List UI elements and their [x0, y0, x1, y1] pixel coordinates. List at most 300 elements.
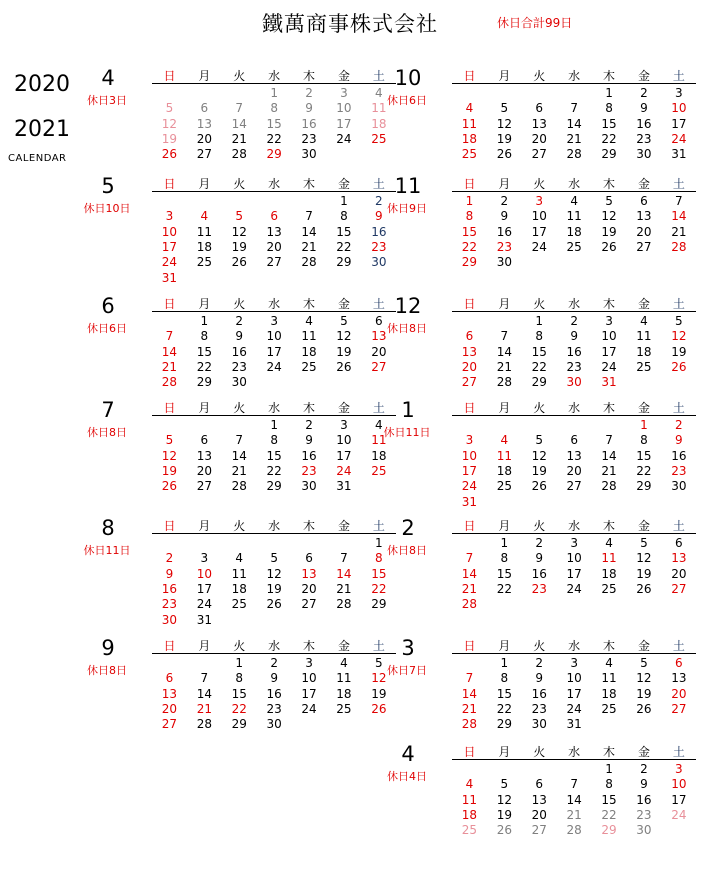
day-cell: 29: [196, 375, 212, 390]
day-cell: 1: [605, 762, 613, 776]
weekday-label: 金: [337, 297, 350, 311]
month-holiday-count: 休日8日: [87, 664, 127, 677]
day-cell: 19: [636, 686, 652, 701]
day-cell: 2: [270, 656, 278, 670]
day-cell: 18: [636, 344, 652, 359]
day-cell: 5: [605, 194, 613, 208]
month-holiday-count: 休日9日: [387, 202, 427, 215]
day-cell: 18: [196, 239, 212, 254]
day-cell: 17: [196, 581, 212, 596]
month-holiday-count: 休日4日: [387, 770, 427, 783]
day-cell: 25: [336, 701, 352, 716]
day-cell: 5: [640, 536, 648, 550]
weekday-header: [152, 66, 396, 84]
day-cell: 9: [305, 101, 313, 116]
day-cell: 23: [266, 701, 282, 716]
weekday-label: 月: [498, 401, 511, 415]
day-cell: 8: [605, 777, 613, 792]
weekday-label: 木: [603, 297, 616, 311]
day-cell: 2: [305, 86, 313, 100]
weekday-label: 金: [637, 745, 650, 759]
month-number: 8: [101, 516, 115, 540]
weekday-label: 水: [568, 519, 581, 533]
day-cell: 15: [636, 448, 652, 463]
weekday-label: 水: [268, 69, 281, 83]
day-cell: 20: [196, 463, 212, 478]
weekday-label: 月: [498, 297, 511, 311]
day-cell: 23: [371, 239, 387, 254]
day-cell: 24: [196, 597, 212, 612]
day-cell: 26: [671, 359, 687, 374]
day-cell: 8: [270, 101, 278, 116]
calendar-label: CALENDAR: [8, 153, 67, 164]
day-cell: 31: [461, 494, 478, 509]
day-cell: 13: [161, 686, 178, 701]
weekday-label: 火: [233, 401, 246, 415]
weekday-label: 月: [498, 177, 511, 191]
weekday-label: 火: [533, 297, 546, 311]
day-cell: 25: [601, 701, 617, 716]
day-cell: 27: [566, 479, 582, 494]
day-cell: 29: [636, 479, 652, 494]
company-name: 鐵萬商事株式会社: [262, 12, 438, 36]
day-cell: 6: [570, 433, 578, 448]
weekday-label: 火: [233, 519, 246, 533]
day-cell: 1: [500, 656, 509, 670]
day-cell: 23: [636, 807, 652, 822]
day-cell: 29: [336, 255, 352, 270]
day-cell: 11: [231, 566, 247, 581]
day-cell: 24: [671, 807, 687, 822]
weekday-header: [452, 636, 696, 654]
day-cell: 26: [231, 255, 247, 270]
day-cell: 25: [461, 823, 478, 838]
month-number: 7: [101, 398, 115, 422]
day-cell: 22: [531, 359, 547, 374]
weekday-label: 月: [198, 177, 211, 191]
day-cell: 31: [161, 270, 178, 285]
day-cell: 14: [461, 566, 478, 581]
day-cell: 25: [496, 479, 512, 494]
day-cell: 7: [570, 101, 578, 116]
weekday-header: [452, 294, 696, 312]
day-cell: 5: [640, 656, 648, 670]
weekday-label: 日: [163, 69, 176, 83]
day-cell: 11: [496, 448, 512, 463]
day-cell: 6: [200, 101, 209, 116]
day-cell: 23: [671, 463, 687, 478]
day-cell: 16: [301, 116, 317, 131]
day-cell: 21: [161, 359, 178, 374]
day-cell: 21: [461, 581, 478, 596]
day-cell: 7: [605, 433, 613, 448]
year-start: 2020: [14, 72, 70, 97]
weekday-label: 土: [672, 401, 685, 415]
day-cell: 14: [671, 209, 687, 224]
day-cell: 11: [601, 551, 617, 566]
day-cell: 2: [375, 194, 383, 208]
day-cell: 10: [671, 777, 687, 792]
day-cell: 3: [605, 314, 613, 328]
day-cell: 30: [531, 717, 547, 732]
weekday-label: 火: [533, 177, 546, 191]
weekday-label: 木: [603, 69, 616, 83]
day-cell: 17: [336, 116, 352, 131]
day-cell: 1: [270, 86, 278, 100]
day-cell: 16: [531, 566, 547, 581]
weekday-label: 火: [533, 519, 546, 533]
weekday-label: 金: [337, 639, 350, 653]
day-cell: 28: [461, 717, 478, 732]
day-cell: 3: [570, 656, 578, 670]
day-cell: 14: [566, 792, 582, 807]
day-cell: 18: [371, 448, 387, 463]
day-cell: 23: [636, 131, 652, 146]
day-cell: 17: [601, 344, 617, 359]
day-cell: 2: [675, 418, 683, 432]
day-cell: 17: [266, 344, 282, 359]
day-cell: 16: [636, 116, 652, 131]
day-cell: 29: [231, 717, 247, 732]
day-cell: 1: [235, 656, 244, 670]
month-holiday-count: 休日7日: [387, 664, 427, 677]
weekday-label: 木: [603, 639, 616, 653]
day-cell: 10: [566, 671, 582, 686]
day-cell: 4: [340, 656, 348, 670]
day-cell: 25: [636, 359, 652, 374]
day-cell: 16: [671, 448, 687, 463]
weekday-label: 木: [603, 401, 616, 415]
day-cell: 12: [601, 209, 617, 224]
day-cell: 14: [161, 344, 178, 359]
day-cell: 18: [371, 116, 387, 131]
day-cell: 30: [161, 612, 178, 627]
weekday-label: 日: [463, 519, 476, 533]
day-cell: 12: [336, 329, 352, 344]
day-cell: 12: [671, 329, 687, 344]
day-cell: 2: [640, 86, 648, 100]
day-cell: 5: [235, 209, 244, 224]
weekday-label: 火: [533, 401, 546, 415]
year-end: 2021: [14, 117, 70, 142]
day-cell: 10: [301, 671, 317, 686]
weekday-label: 木: [303, 297, 316, 311]
weekday-label: 土: [372, 401, 385, 415]
day-cell: 20: [636, 224, 652, 239]
month-number: 12: [394, 294, 422, 318]
day-cell: 3: [465, 433, 474, 448]
day-cell: 27: [671, 701, 687, 716]
day-cell: 7: [570, 777, 578, 792]
day-cell: 16: [161, 581, 178, 596]
day-cell: 15: [496, 686, 512, 701]
day-cell: 12: [161, 116, 178, 131]
day-cell: 30: [566, 375, 582, 390]
weekday-label: 金: [337, 177, 350, 191]
day-cell: 10: [161, 224, 178, 239]
day-cell: 17: [671, 792, 687, 807]
day-cell: 28: [496, 375, 512, 390]
day-cell: 16: [496, 224, 512, 239]
day-cell: 25: [371, 463, 387, 478]
weekday-label: 日: [463, 69, 476, 83]
weekday-label: 土: [372, 639, 385, 653]
day-cell: 1: [200, 314, 209, 328]
day-cell: 9: [570, 329, 578, 344]
day-cell: 18: [461, 807, 478, 822]
day-cell: 16: [371, 224, 387, 239]
day-cell: 8: [465, 209, 474, 224]
day-cell: 28: [336, 597, 352, 612]
day-cell: 11: [371, 433, 387, 448]
day-cell: 11: [301, 329, 317, 344]
day-cell: 27: [671, 581, 687, 596]
weekday-label: 金: [637, 639, 650, 653]
day-cell: 11: [601, 671, 617, 686]
weekday-label: 火: [533, 69, 546, 83]
weekday-label: 土: [672, 639, 685, 653]
day-cell: 24: [336, 463, 352, 478]
day-cell: 27: [266, 255, 282, 270]
day-cell: 7: [465, 671, 474, 686]
weekday-label: 木: [303, 519, 316, 533]
day-cell: 24: [566, 581, 582, 596]
day-cell: 9: [500, 209, 509, 224]
day-cell: 30: [636, 147, 652, 162]
day-cell: 6: [535, 777, 544, 792]
day-cell: 23: [301, 463, 317, 478]
day-cell: 19: [636, 566, 652, 581]
weekday-label: 土: [672, 177, 685, 191]
day-cell: 11: [336, 671, 352, 686]
day-cell: 7: [165, 329, 174, 344]
day-cell: 20: [161, 701, 178, 716]
day-cell: 24: [601, 359, 617, 374]
month-number: 5: [101, 174, 115, 198]
weekday-label: 土: [372, 69, 385, 83]
weekday-label: 月: [498, 519, 511, 533]
weekday-header: [452, 742, 696, 760]
weekday-label: 火: [233, 69, 246, 83]
day-cell: 23: [531, 581, 547, 596]
month-number: 1: [401, 398, 415, 422]
weekday-label: 火: [533, 639, 546, 653]
day-cell: 7: [465, 551, 474, 566]
weekday-label: 土: [372, 519, 385, 533]
weekday-label: 水: [568, 69, 581, 83]
day-cell: 7: [235, 433, 244, 448]
day-cell: 24: [531, 239, 547, 254]
day-cell: 15: [196, 344, 212, 359]
day-cell: 4: [640, 314, 648, 328]
weekday-header: [152, 636, 396, 654]
day-cell: 14: [231, 448, 247, 463]
day-cell: 31: [601, 375, 617, 390]
day-cell: 29: [266, 147, 282, 162]
day-cell: 22: [601, 131, 617, 146]
day-cell: 22: [601, 807, 617, 822]
day-cell: 25: [461, 147, 478, 162]
day-cell: 9: [675, 433, 683, 448]
day-cell: 24: [161, 255, 178, 270]
day-cell: 13: [266, 224, 282, 239]
day-cell: 4: [375, 86, 383, 100]
day-cell: 7: [200, 671, 209, 686]
day-cell: 19: [161, 131, 178, 146]
day-cell: 17: [461, 463, 478, 478]
day-cell: 31: [671, 147, 687, 162]
weekday-label: 日: [463, 401, 476, 415]
day-cell: 4: [605, 536, 613, 550]
day-cell: 23: [161, 597, 178, 612]
weekday-label: 日: [163, 297, 176, 311]
day-cell: 3: [340, 86, 348, 100]
day-cell: 1: [465, 194, 474, 208]
day-cell: 13: [371, 329, 387, 344]
day-cell: 28: [161, 375, 178, 390]
weekday-label: 日: [463, 177, 476, 191]
day-cell: 25: [566, 239, 582, 254]
day-cell: 19: [671, 344, 687, 359]
day-cell: 22: [371, 581, 387, 596]
day-cell: 18: [496, 463, 512, 478]
day-cell: 8: [270, 433, 278, 448]
day-cell: 7: [500, 329, 509, 344]
day-cell: 6: [535, 101, 544, 116]
day-cell: 29: [496, 717, 512, 732]
day-cell: 9: [640, 101, 648, 116]
day-cell: 21: [496, 359, 512, 374]
weekday-label: 木: [303, 639, 316, 653]
day-cell: 5: [165, 101, 174, 116]
day-cell: 17: [566, 566, 582, 581]
weekday-header: [152, 294, 396, 312]
day-cell: 9: [165, 566, 174, 581]
day-cell: 29: [266, 479, 282, 494]
day-cell: 22: [496, 701, 512, 716]
day-cell: 19: [266, 581, 282, 596]
month-number: 10: [394, 66, 422, 90]
day-cell: 28: [671, 239, 687, 254]
day-cell: 26: [531, 479, 547, 494]
day-cell: 22: [266, 463, 282, 478]
day-cell: 6: [465, 329, 474, 344]
day-cell: 8: [375, 551, 383, 566]
day-cell: 22: [461, 239, 478, 254]
day-cell: 26: [601, 239, 617, 254]
day-cell: 24: [461, 479, 478, 494]
day-cell: 14: [566, 116, 582, 131]
day-cell: 30: [231, 375, 247, 390]
day-cell: 28: [196, 717, 212, 732]
day-cell: 1: [340, 194, 348, 208]
weekday-label: 木: [603, 745, 616, 759]
weekday-label: 水: [568, 401, 581, 415]
day-cell: 21: [601, 463, 617, 478]
day-cell: 15: [461, 224, 478, 239]
day-cell: 10: [531, 209, 547, 224]
day-cell: 10: [461, 448, 478, 463]
weekday-header: [452, 398, 696, 416]
day-cell: 5: [375, 656, 383, 670]
month-number: 9: [101, 636, 115, 660]
day-cell: 17: [301, 686, 317, 701]
day-cell: 18: [461, 131, 478, 146]
day-cell: 30: [301, 479, 317, 494]
day-cell: 5: [340, 314, 348, 328]
day-cell: 13: [671, 671, 687, 686]
day-cell: 13: [671, 551, 687, 566]
weekday-label: 木: [303, 69, 316, 83]
day-cell: 29: [601, 147, 617, 162]
day-cell: 26: [496, 823, 512, 838]
day-cell: 13: [636, 209, 652, 224]
day-cell: 23: [231, 359, 247, 374]
day-cell: 26: [336, 359, 352, 374]
weekday-label: 月: [498, 639, 511, 653]
day-cell: 16: [266, 686, 282, 701]
day-cell: 13: [531, 116, 547, 131]
day-cell: 18: [566, 224, 582, 239]
weekday-label: 火: [233, 177, 246, 191]
weekday-header: [152, 174, 396, 192]
day-cell: 12: [231, 224, 247, 239]
day-cell: 15: [266, 116, 282, 131]
day-cell: 10: [196, 566, 212, 581]
day-cell: 9: [375, 209, 383, 224]
day-cell: 1: [375, 536, 383, 550]
weekday-label: 月: [498, 745, 511, 759]
day-cell: 14: [196, 686, 212, 701]
weekday-label: 金: [637, 177, 650, 191]
weekday-header: [152, 398, 396, 416]
day-cell: 8: [235, 671, 244, 686]
day-cell: 15: [601, 792, 617, 807]
day-cell: 7: [675, 194, 683, 208]
day-cell: 16: [231, 344, 247, 359]
month-holiday-count: 休日10日: [83, 202, 131, 215]
day-cell: 8: [200, 329, 209, 344]
day-cell: 13: [461, 344, 478, 359]
day-cell: 17: [531, 224, 547, 239]
month-holiday-count: 休日3日: [87, 94, 127, 107]
weekday-label: 木: [303, 177, 316, 191]
day-cell: 7: [305, 209, 313, 224]
day-cell: 28: [566, 147, 582, 162]
day-cell: 3: [570, 536, 578, 550]
month-holiday-count: 休日11日: [83, 544, 131, 557]
day-cell: 4: [465, 101, 474, 116]
day-cell: 11: [196, 224, 212, 239]
day-cell: 28: [301, 255, 317, 270]
day-cell: 21: [461, 701, 478, 716]
day-cell: 24: [336, 131, 352, 146]
day-cell: 26: [636, 701, 652, 716]
day-cell: 30: [301, 147, 317, 162]
weekday-label: 土: [672, 297, 685, 311]
day-cell: 14: [336, 566, 352, 581]
weekday-label: 土: [672, 519, 685, 533]
day-cell: 9: [535, 551, 544, 566]
day-cell: 24: [566, 701, 582, 716]
day-cell: 27: [161, 717, 178, 732]
day-cell: 16: [301, 448, 317, 463]
day-cell: 3: [200, 551, 209, 566]
day-cell: 4: [605, 656, 613, 670]
day-cell: 20: [196, 131, 212, 146]
day-cell: 15: [231, 686, 247, 701]
day-cell: 23: [566, 359, 582, 374]
